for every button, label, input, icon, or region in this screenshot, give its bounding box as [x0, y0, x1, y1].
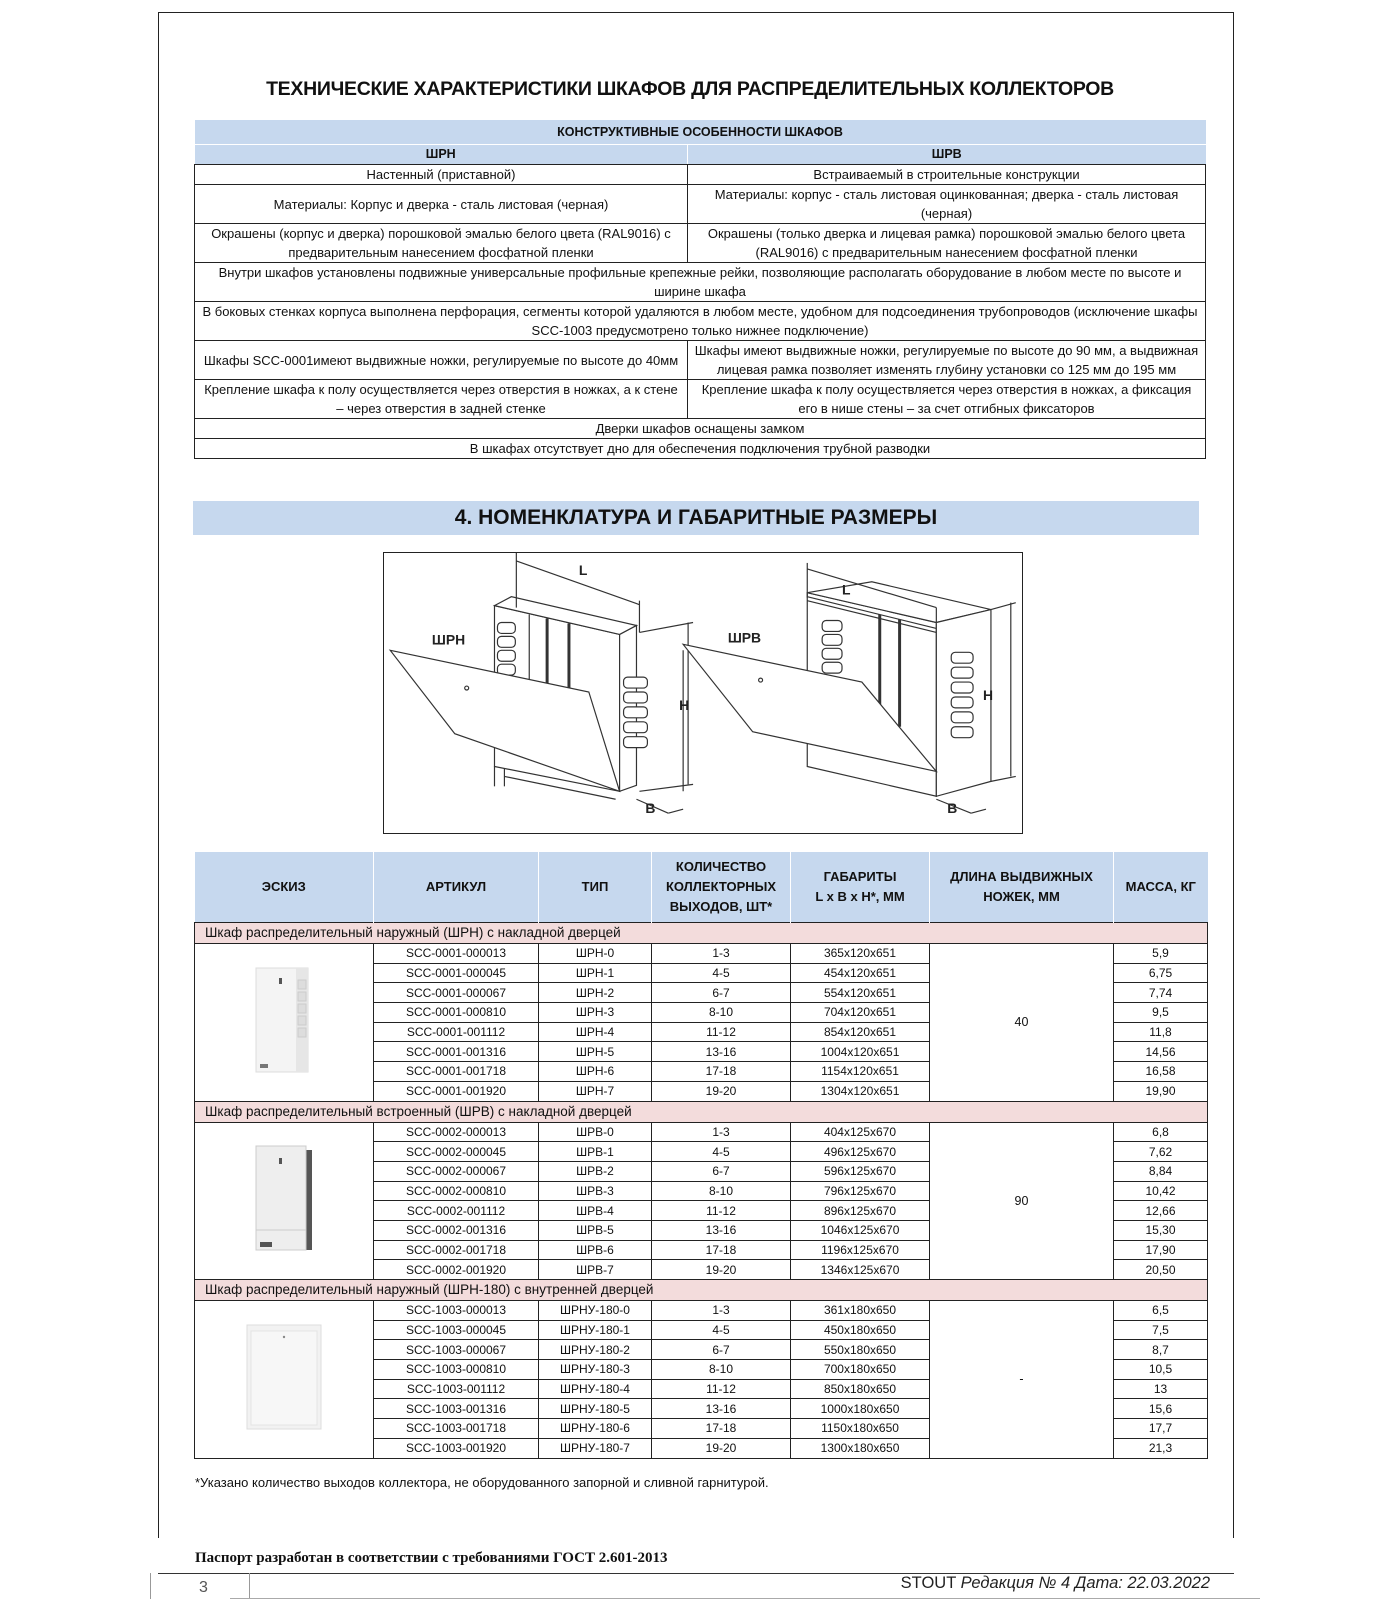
col-header-shrn: ШРН	[195, 145, 688, 165]
cell-article: SCC-0002-000810	[374, 1181, 539, 1201]
feature-cell-left: Крепление шкафа к полу осуществляется через отверстия в ножках, а к стене – через отверстия в задней стенке	[195, 380, 688, 419]
cell-dimensions: 796x125x670	[791, 1181, 930, 1201]
cell-outputs: 8-10	[652, 1181, 791, 1201]
cell-type: ШРНУ-180-7	[539, 1438, 652, 1458]
cell-article: SCC-0001-001920	[374, 1081, 539, 1101]
header-type: ТИП	[539, 852, 652, 923]
cell-mass: 6,8	[1114, 1122, 1208, 1142]
cell-mass: 10,42	[1114, 1181, 1208, 1201]
feature-cell-full: В боковых стенках корпуса выполнена перфорация, сегменты которой удаляются в любом месте, удобном для подсоединения трубопроводов (исключение шкафы SCC-1003 предусмотрено только нижнее подключение)	[195, 302, 1206, 341]
cell-dimensions: 450x180x650	[791, 1320, 930, 1340]
cell-type: ШРН-7	[539, 1081, 652, 1101]
cell-outputs: 1-3	[652, 1122, 791, 1142]
feature-cell-right: Окрашены (только дверка и лицевая рамка) порошковой эмалью белого цвета (RAL9016) с предварительным нанесением фосфатной пленки	[688, 224, 1206, 263]
cell-outputs: 4-5	[652, 963, 791, 983]
cell-outputs: 11-12	[652, 1379, 791, 1399]
col-header-shrv: ШРВ	[688, 145, 1206, 165]
cell-type: ШРВ-2	[539, 1161, 652, 1181]
cell-outputs: 19-20	[652, 1081, 791, 1101]
cell-outputs: 1-3	[652, 1301, 791, 1321]
feature-cell-right: Шкафы имеют выдвижные ножки, регулируемые по высоте до 90 мм, а выдвижная лицевая рамка позволяет изменять глубину установки со 125 мм до 195 мм	[688, 341, 1206, 380]
group-title: Шкаф распределительный наружный (ШРН-180) с внутренней дверцей	[195, 1280, 1208, 1301]
shrv-lock	[759, 678, 763, 682]
cell-article: SCC-1003-000067	[374, 1340, 539, 1360]
cell-dimensions: 704x120x651	[791, 1003, 930, 1023]
group-row	[195, 1280, 1208, 1301]
dim-b-right: B	[947, 800, 958, 817]
cell-article: SCC-0002-001920	[374, 1260, 539, 1280]
group-row	[195, 923, 1208, 944]
cell-mass: 5,9	[1114, 944, 1208, 964]
cell-outputs: 13-16	[652, 1399, 791, 1419]
cell-mass: 21,3	[1114, 1438, 1208, 1458]
cell-mass: 9,5	[1114, 1003, 1208, 1023]
cell-dimensions: 700x180x650	[791, 1360, 930, 1380]
cell-type: ШРВ-5	[539, 1220, 652, 1240]
shrn-perforation-right	[624, 677, 648, 747]
header-dimensions-title: ГАБАРИТЫ	[823, 869, 897, 884]
cell-mass: 7,62	[1114, 1142, 1208, 1162]
cell-mass: 19,90	[1114, 1081, 1208, 1101]
cell-article: SCC-0002-000013	[374, 1122, 539, 1142]
cell-legs-length: 40	[930, 944, 1114, 1102]
feature-cell-full: Дверки шкафов оснащены замком	[195, 419, 1206, 439]
feature-row	[195, 224, 1206, 263]
feature-cell-left: Шкафы SCC-0001имеют выдвижные ножки, регулируемые по высоте до 40мм	[195, 341, 688, 380]
cell-dimensions: 1196x125x670	[791, 1240, 930, 1260]
cell-type: ШРНУ-180-5	[539, 1399, 652, 1419]
cell-outputs: 8-10	[652, 1003, 791, 1023]
cell-dimensions: 596x125x670	[791, 1161, 930, 1181]
cell-type: ШРНУ-180-3	[539, 1360, 652, 1380]
cell-outputs: 8-10	[652, 1360, 791, 1380]
cell-article: SCC-0001-001316	[374, 1042, 539, 1062]
cell-dimensions: 896x125x670	[791, 1201, 930, 1221]
dim-h-right: H	[983, 686, 994, 703]
cell-dimensions: 1154x120x651	[791, 1062, 930, 1082]
shrn-lock	[465, 686, 469, 690]
cell-dimensions: 404x125x670	[791, 1122, 930, 1142]
dimension-diagram	[383, 552, 1023, 834]
feature-row	[195, 419, 1206, 439]
cell-outputs: 13-16	[652, 1042, 791, 1062]
cell-mass: 7,5	[1114, 1320, 1208, 1340]
cell-mass: 16,58	[1114, 1062, 1208, 1082]
shrv-cabinet-photo	[244, 1138, 324, 1258]
cell-mass: 13	[1114, 1379, 1208, 1399]
feature-row	[195, 380, 1206, 419]
gost-note: Паспорт разработан в соответствии с требованиями ГОСТ 2.601-2013	[195, 1550, 668, 1566]
group-title: Шкаф распределительный встроенный (ШРВ) с накладной дверцей	[195, 1101, 1208, 1122]
section-heading: 4. НОМЕНКЛАТУРА И ГАБАРИТНЫЕ РАЗМЕРЫ	[193, 501, 1199, 535]
header-outputs: КОЛИЧЕСТВО КОЛЛЕКТОРНЫХ ВЫХОДОВ, ШТ*	[652, 852, 791, 923]
cell-dimensions: 850x180x650	[791, 1379, 930, 1399]
cell-article: SCC-1003-000045	[374, 1320, 539, 1340]
cell-article: SCC-0002-000045	[374, 1142, 539, 1162]
cell-article: SCC-1003-000810	[374, 1360, 539, 1380]
dim-b-left: B	[645, 800, 656, 817]
cell-outputs: 6-7	[652, 1340, 791, 1360]
cell-type: ШРНУ-180-6	[539, 1419, 652, 1439]
dim-l-left: L	[578, 561, 588, 578]
cell-outputs: 4-5	[652, 1142, 791, 1162]
cell-mass: 11,8	[1114, 1022, 1208, 1042]
cell-mass: 12,66	[1114, 1201, 1208, 1221]
nomenclature-table	[194, 852, 1208, 1459]
bottom-rule	[230, 1598, 1260, 1599]
cell-type: ШРНУ-180-4	[539, 1379, 652, 1399]
cabinet-drawings	[384, 553, 1022, 833]
feature-cell-right: Встраиваемый в строительные конструкции	[688, 165, 1206, 185]
cell-outputs: 11-12	[652, 1201, 791, 1221]
cell-dimensions: 1046x125x670	[791, 1220, 930, 1240]
cell-outputs: 17-18	[652, 1240, 791, 1260]
sketch-cell	[195, 944, 374, 1102]
table-row	[195, 1122, 1208, 1142]
cell-dimensions: 1300x180x650	[791, 1438, 930, 1458]
cell-article: SCC-0002-001316	[374, 1220, 539, 1240]
cell-article: SCC-1003-001316	[374, 1399, 539, 1419]
header-article: АРТИКУЛ	[374, 852, 539, 923]
cell-mass: 15,30	[1114, 1220, 1208, 1240]
page-number: 3	[150, 1573, 250, 1599]
header-dimensions-units: L x B x H*, ММ	[815, 889, 905, 904]
cell-type: ШРН-1	[539, 963, 652, 983]
cell-mass: 17,90	[1114, 1240, 1208, 1260]
cell-type: ШРВ-1	[539, 1142, 652, 1162]
cell-outputs: 1-3	[652, 944, 791, 964]
cell-outputs: 4-5	[652, 1320, 791, 1340]
cell-article: SCC-0001-000045	[374, 963, 539, 983]
cell-type: ШРНУ-180-2	[539, 1340, 652, 1360]
cell-mass: 8,7	[1114, 1340, 1208, 1360]
footer-brand: STOUT	[900, 1574, 956, 1592]
feature-row	[195, 263, 1206, 302]
cell-type: ШРН-5	[539, 1042, 652, 1062]
label-shrv: ШРВ	[727, 629, 762, 646]
cell-article: SCC-1003-001920	[374, 1438, 539, 1458]
document-title: ТЕХНИЧЕСКИЕ ХАРАКТЕРИСТИКИ ШКАФОВ ДЛЯ РАСПРЕДЕЛИТЕЛЬНЫХ КОЛЛЕКТОРОВ	[266, 78, 1114, 100]
cell-article: SCC-1003-001112	[374, 1379, 539, 1399]
cell-dimensions: 1000x180x650	[791, 1399, 930, 1419]
cell-outputs: 19-20	[652, 1438, 791, 1458]
table-row	[195, 944, 1208, 964]
cell-type: ШРН-6	[539, 1062, 652, 1082]
sketch-cell	[195, 1122, 374, 1280]
cell-article: SCC-0002-000067	[374, 1161, 539, 1181]
cell-type: ШРНУ-180-1	[539, 1320, 652, 1340]
features-table	[194, 120, 1206, 459]
sketch-cell	[195, 1301, 374, 1459]
cell-dimensions: 1304x120x651	[791, 1081, 930, 1101]
cell-article: SCC-0001-001718	[374, 1062, 539, 1082]
cell-article: SCC-0001-001112	[374, 1022, 539, 1042]
cell-dimensions: 1004x120x651	[791, 1042, 930, 1062]
cell-dimensions: 365x120x651	[791, 944, 930, 964]
cell-type: ШРН-4	[539, 1022, 652, 1042]
cell-mass: 8,84	[1114, 1161, 1208, 1181]
cell-dimensions: 1150x180x650	[791, 1419, 930, 1439]
cell-type: ШРВ-3	[539, 1181, 652, 1201]
feature-cell-right: Материалы: корпус - сталь листовая оцинкованная; дверка - сталь листовая (черная)	[688, 185, 1206, 224]
cell-dimensions: 454x120x651	[791, 963, 930, 983]
cell-article: SCC-0001-000013	[374, 944, 539, 964]
cell-type: ШРВ-4	[539, 1201, 652, 1221]
feature-row	[195, 165, 1206, 185]
shrn-cabinet-photo	[244, 960, 324, 1080]
cell-dimensions: 854x120x651	[791, 1022, 930, 1042]
cell-mass: 6,75	[1114, 963, 1208, 983]
cell-mass: 7,74	[1114, 983, 1208, 1003]
cell-article: SCC-1003-001718	[374, 1419, 539, 1439]
cell-article: SCC-1003-000013	[374, 1301, 539, 1321]
cell-outputs: 6-7	[652, 983, 791, 1003]
footer-revision-info	[901, 1574, 1210, 1593]
feature-cell-right: Крепление шкафа к полу осуществляется через отверстия в ножках, а фиксация его в нише стены – за счет отгибных фиксаторов	[688, 380, 1206, 419]
features-header: КОНСТРУКТИВНЫЕ ОСОБЕННОСТИ ШКАФОВ	[195, 120, 1206, 145]
cell-mass: 14,56	[1114, 1042, 1208, 1062]
feature-cell-left: Окрашены (корпус и дверка) порошковой эмалью белого цвета (RAL9016) с предварительным нанесением фосфатной пленки	[195, 224, 688, 263]
cell-type: ШРВ-6	[539, 1240, 652, 1260]
cell-outputs: 13-16	[652, 1220, 791, 1240]
cell-dimensions: 550x180x650	[791, 1340, 930, 1360]
cell-article: SCC-0002-001112	[374, 1201, 539, 1221]
cell-article: SCC-0002-001718	[374, 1240, 539, 1260]
cell-mass: 20,50	[1114, 1260, 1208, 1280]
dim-h-left: H	[679, 696, 690, 713]
cell-article: SCC-0001-000810	[374, 1003, 539, 1023]
header-legs-length: ДЛИНА ВЫДВИЖНЫХ НОЖЕК, ММ	[930, 852, 1114, 923]
header-mass: МАССА, КГ	[1114, 852, 1208, 923]
cell-dimensions: 554x120x651	[791, 983, 930, 1003]
cell-mass: 10,5	[1114, 1360, 1208, 1380]
feature-cell-left: Настенный (приставной)	[195, 165, 688, 185]
cell-type: ШРН-2	[539, 983, 652, 1003]
feature-row	[195, 185, 1206, 224]
cell-mass: 17,7	[1114, 1419, 1208, 1439]
cell-outputs: 11-12	[652, 1022, 791, 1042]
table-row	[195, 1301, 1208, 1321]
cell-mass: 15,6	[1114, 1399, 1208, 1419]
feature-row	[195, 302, 1206, 341]
shrnu-cabinet-photo	[239, 1317, 329, 1437]
footer-revision: Редакция № 4 Дата: 22.03.2022	[960, 1574, 1210, 1592]
cell-outputs: 17-18	[652, 1419, 791, 1439]
cell-dimensions: 496x125x670	[791, 1142, 930, 1162]
cell-type: ШРН-0	[539, 944, 652, 964]
header-sketch: ЭСКИЗ	[195, 852, 374, 923]
footnote: *Указано количество выходов коллектора, не оборудованного запорной и сливной гарнитурой.	[195, 1475, 769, 1490]
label-shrn: ШРН	[431, 631, 466, 648]
cell-outputs: 19-20	[652, 1260, 791, 1280]
group-row	[195, 1101, 1208, 1122]
dim-l-right: L	[842, 581, 851, 598]
cell-type: ШРН-3	[539, 1003, 652, 1023]
cell-outputs: 6-7	[652, 1161, 791, 1181]
cell-type: ШРНУ-180-0	[539, 1301, 652, 1321]
cell-outputs: 17-18	[652, 1062, 791, 1082]
cell-type: ШРВ-0	[539, 1122, 652, 1142]
feature-row	[195, 439, 1206, 459]
cell-type: ШРВ-7	[539, 1260, 652, 1280]
feature-cell-full: Внутри шкафов установлены подвижные универсальные профильные крепежные рейки, позволяющие располагать оборудование в любом месте по высоте и ширине шкафа	[195, 263, 1206, 302]
cell-legs-length: 90	[930, 1122, 1114, 1280]
feature-cell-left: Материалы: Корпус и дверка - сталь листовая (черная)	[195, 185, 688, 224]
cell-legs-length: -	[930, 1301, 1114, 1459]
feature-cell-full: В шкафах отсутствует дно для обеспечения подключения трубной разводки	[195, 439, 1206, 459]
feature-row	[195, 341, 1206, 380]
cell-dimensions: 1346x125x670	[791, 1260, 930, 1280]
cell-article: SCC-0001-000067	[374, 983, 539, 1003]
header-dimensions	[791, 852, 930, 923]
cell-dimensions: 361x180x650	[791, 1301, 930, 1321]
group-title: Шкаф распределительный наружный (ШРН) с накладной дверцей	[195, 923, 1208, 944]
cell-mass: 6,5	[1114, 1301, 1208, 1321]
